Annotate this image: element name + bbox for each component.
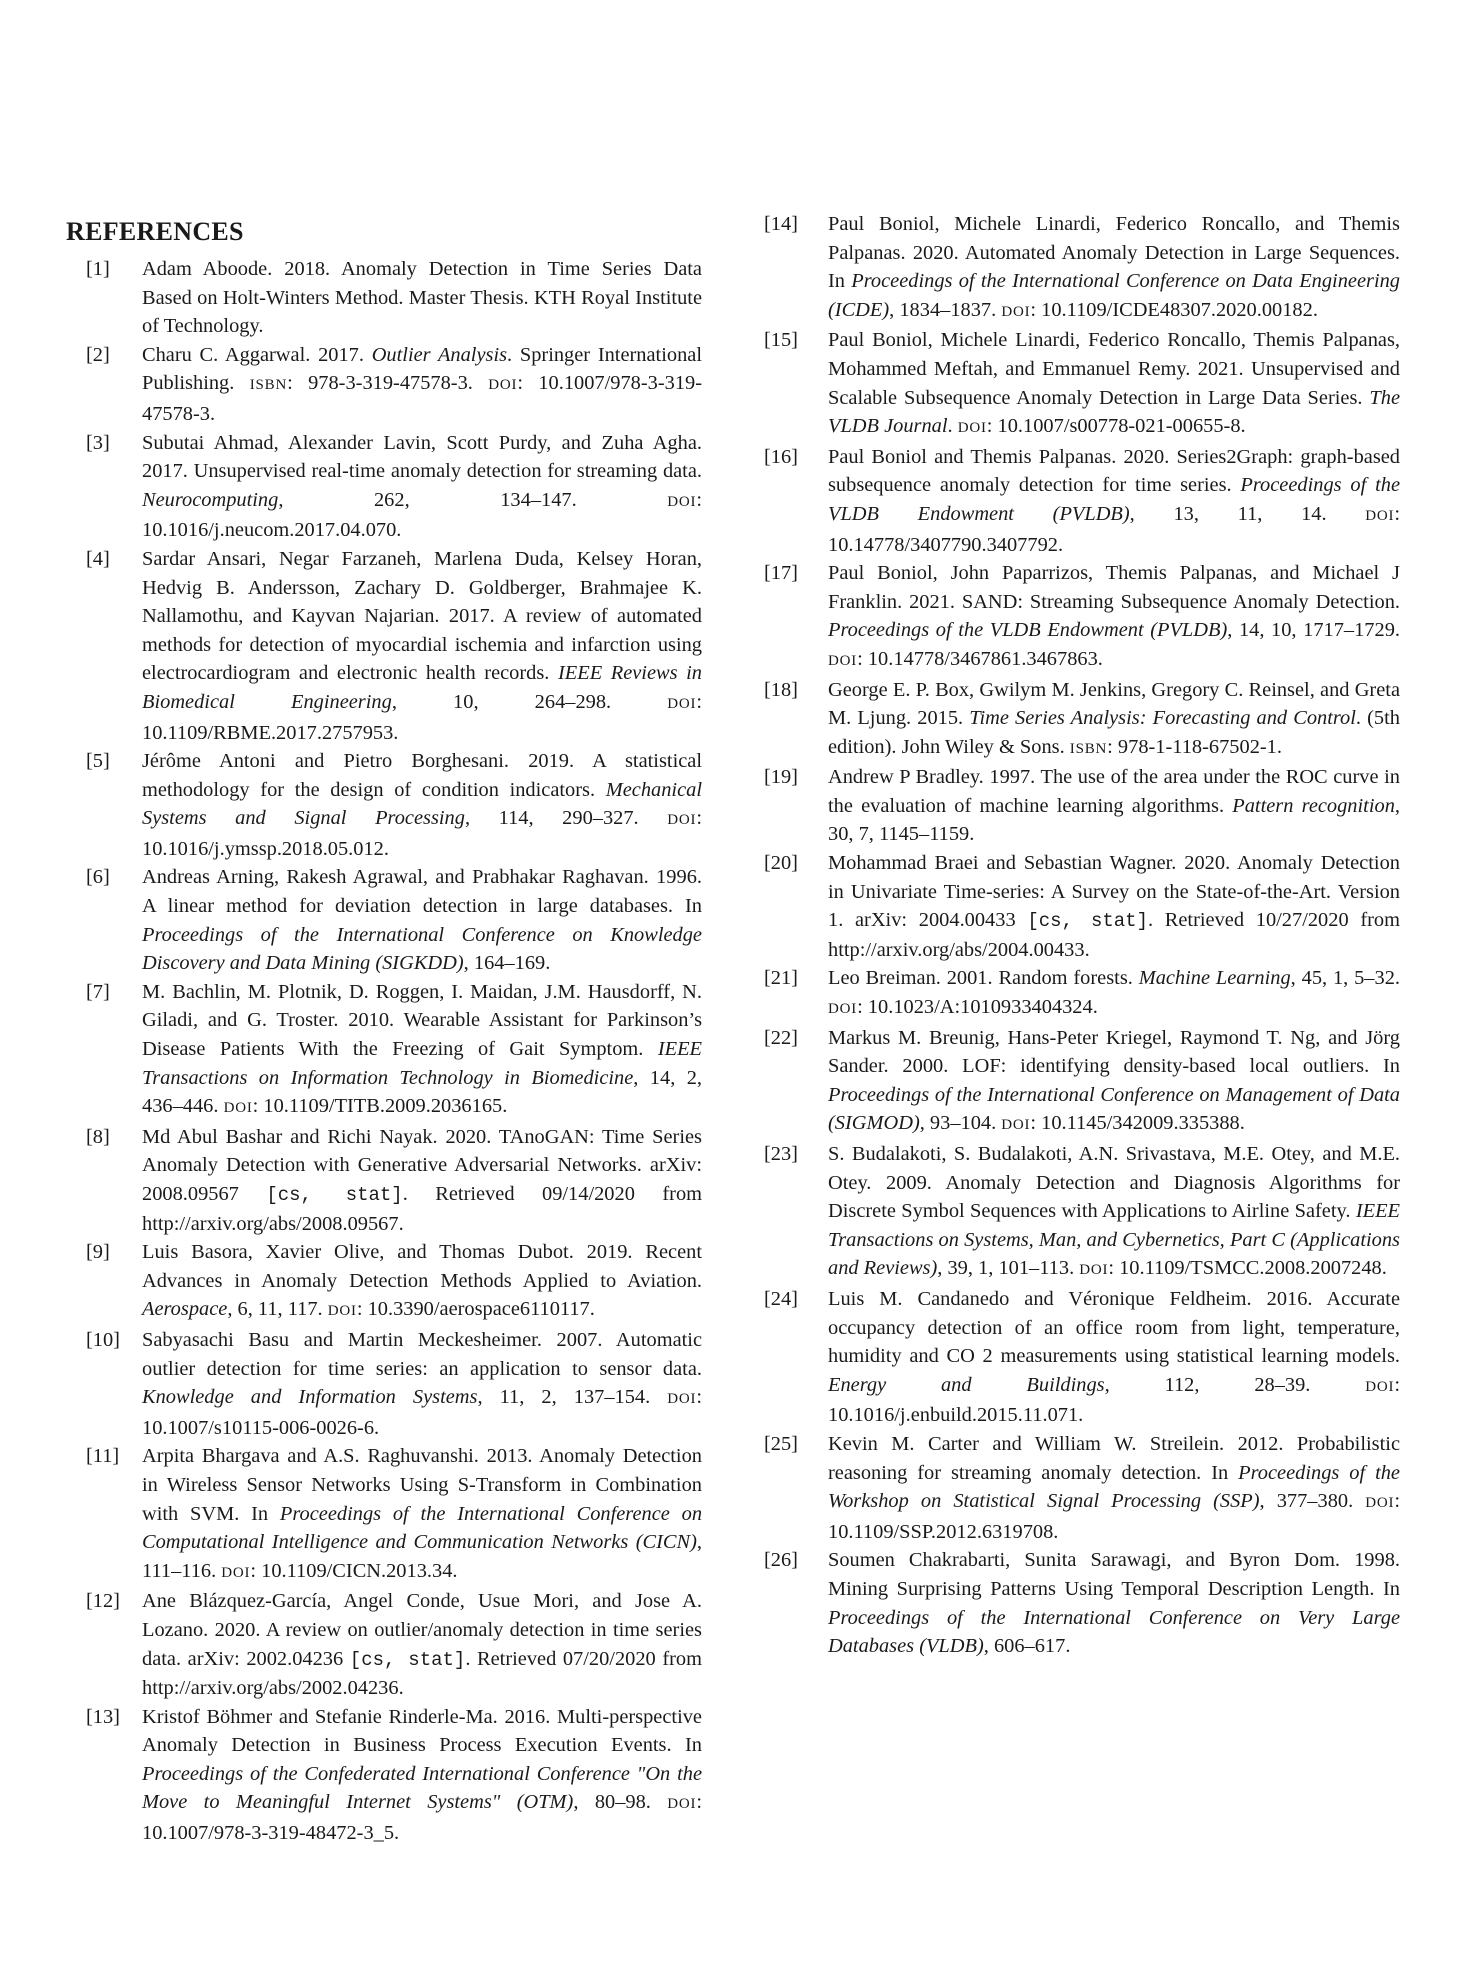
reference-number: [18]: [764, 678, 798, 701]
reference-text: [828, 1433, 1400, 1543]
reference-venue: Proceedings of the International Conference on Knowledge Discovery and Data Mining (SIGKDD): [142, 923, 702, 975]
reference-entry: [66, 1326, 702, 1442]
reference-fragment: Kevin M. Carter and William W. Streilein. 2012. Probabilistic reasoning for streaming anomaly detection. In: [828, 1432, 1400, 1484]
reference-entry: [764, 676, 1400, 764]
reference-fragment: . Retrieved 09/14/2020 from http://arxiv.org/abs/2008.09567.: [142, 1183, 702, 1235]
reference-fragment: Arpita Bhargava and A.S. Raghuvanshi. 2013. Anomaly Detection in Wireless Sensor Networks Using S-Transform in Combination with SVM. In: [142, 1445, 702, 1525]
reference-text: [828, 1549, 1400, 1657]
reference-text: [828, 852, 1400, 961]
reference-text: [142, 1241, 702, 1320]
reference-entry: [764, 1430, 1400, 1546]
reference-venue: Energy and Buildings: [828, 1373, 1105, 1396]
reference-venue: Pattern recognition: [1232, 794, 1395, 817]
reference-list-right: [764, 210, 1400, 1661]
reference-number: [13]: [86, 1705, 120, 1728]
reference-fragment: Sabyasachi Basu and Martin Meckesheimer. 2007. Automatic outlier detection for time series: an application to sensor data.: [142, 1328, 702, 1380]
reference-fragment: [cs, stat]: [266, 1184, 403, 1206]
reference-entry: [66, 863, 702, 977]
reference-fragment: , 111–116.: [142, 1531, 702, 1582]
reference-fragment: : 10.1016/j.enbuild.2015.11.071.: [828, 1373, 1400, 1427]
reference-fragment: , 114, 290–327.: [464, 807, 668, 830]
reference-entry: [66, 1442, 702, 1587]
reference-fragment: DOI: [828, 652, 858, 669]
reference-entry: [764, 443, 1400, 559]
reference-text: [142, 981, 702, 1117]
reference-number: [24]: [764, 1287, 798, 1310]
reference-number: [2]: [86, 343, 110, 366]
reference-number: [12]: [86, 1590, 120, 1613]
reference-fragment: . Springer International Publishing.: [142, 343, 702, 395]
reference-entry: [764, 1285, 1400, 1430]
reference-fragment: DOI: [667, 1391, 697, 1408]
reference-text: [142, 1126, 702, 1235]
reference-entry: [764, 964, 1400, 1023]
reference-number: [15]: [764, 329, 798, 352]
reference-fragment: DOI: [1365, 1378, 1395, 1395]
reference-text: [828, 1143, 1400, 1279]
reference-number: [17]: [764, 562, 798, 585]
reference-number: [9]: [86, 1241, 110, 1264]
reference-text: [828, 967, 1400, 1018]
reference-fragment: , 14, 10, 1717–1729.: [1227, 619, 1400, 642]
reference-fragment: : 10.1145/342009.335388.: [1030, 1112, 1245, 1135]
reference-fragment: DOI: [488, 377, 518, 394]
reference-fragment: Charu C. Aggarwal. 2017.: [142, 343, 372, 366]
reference-number: [1]: [86, 258, 110, 280]
reference-fragment: , 93–104.: [919, 1112, 1002, 1135]
reference-fragment: Subutai Ahmad, Alexander Lavin, Scott Purdy, and Zuha Agha. 2017. Unsupervised real-time anomaly detection for streaming data.: [142, 431, 702, 483]
reference-text: [142, 750, 702, 860]
reference-number: [4]: [86, 547, 110, 570]
reference-fragment: Sardar Ansari, Negar Farzaneh, Marlena Duda, Kelsey Horan, Hedvig B. Andersson, Zachary D. Goldberger, Brahmajee K. Nallamothu, and Kayvan Najarian. 2017. A review of automated methods for detection of myocardial ischemia and infarction using electrocardiogram and electronic health records.: [142, 547, 702, 685]
reference-fragment: : 10.1109/ICDE48307.2020.00182.: [1030, 298, 1318, 321]
reference-fragment: , 13, 11, 14.: [1129, 502, 1366, 525]
reference-number: [8]: [86, 1125, 110, 1148]
reference-entry: [66, 747, 702, 863]
reference-text: [828, 562, 1400, 670]
reference-venue: The VLDB Journal: [828, 386, 1400, 438]
reference-fragment: . Retrieved 07/20/2020 from http://arxiv.org/abs/2002.04236.: [142, 1647, 702, 1700]
reference-venue: Proceedings of the Workshop on Statistical Signal Processing (SSP): [828, 1461, 1400, 1513]
reference-venue: IEEE Transactions on Information Technology in Biomedicine: [142, 1038, 702, 1089]
reference-venue: Proceedings of the VLDB Endowment (PVLDB): [828, 619, 1228, 642]
reference-entry: [66, 341, 702, 429]
reference-fragment: : 10.1007/s00778-021-00655-8.: [986, 415, 1246, 438]
reference-entry: [764, 1140, 1400, 1285]
reference-fragment: : 10.14778/3467861.3467863.: [857, 647, 1103, 670]
reference-entry: [764, 210, 1400, 326]
reference-fragment: : 978-1-118-67502-1.: [1107, 735, 1282, 758]
reference-entry: [764, 849, 1400, 964]
reference-entry: [66, 255, 702, 341]
reference-fragment: : 10.1109/CICN.2013.34.: [250, 1559, 458, 1582]
reference-fragment: Ane Blázquez-García, Angel Conde, Usue Mori, and Jose A. Lozano. 2020. A review on outlier/anomaly detection in time series data. arXiv: 2002.04236: [142, 1590, 702, 1670]
reference-number: [19]: [764, 766, 798, 789]
reference-venue: Proceedings of the Confederated International Conference "On the Move to Meaningful Internet Systems" (OTM): [142, 1762, 702, 1814]
reference-fragment: DOI: [221, 1564, 251, 1581]
reference-entry: [764, 1024, 1400, 1140]
reference-fragment: Markus M. Breunig, Hans-Peter Kriegel, Raymond T. Ng, and Jörg Sander. 2000. LOF: identifying density-based local outliers. In: [828, 1026, 1400, 1078]
reference-entry: [764, 326, 1400, 442]
reference-fragment: Paul Boniol and Themis Palpanas. 2020. Series2Graph: graph-based subsequence anomaly detection for time series.: [828, 445, 1400, 497]
reference-entry: [764, 559, 1400, 675]
reference-text: [828, 446, 1400, 556]
reference-entry: [66, 1703, 702, 1848]
reference-fragment: , 262, 134–147.: [278, 488, 668, 511]
reference-fragment: DOI: [1001, 1117, 1031, 1134]
reference-fragment: , 377–380.: [1259, 1490, 1366, 1513]
reference-fragment: DOI: [828, 1001, 858, 1018]
reference-fragment: : 10.1016/j.ymssp.2018.05.012.: [142, 807, 702, 860]
reference-fragment: DOI: [667, 493, 697, 510]
reference-fragment: Md Abul Bashar and Richi Nayak. 2020. TAnoGAN: Time Series Anomaly Detection with Generative Adversarial Networks. arXiv: 2008.09567: [142, 1125, 702, 1205]
reference-fragment: , 30, 7, 1145–1159.: [828, 794, 1400, 846]
left-column: [66, 210, 702, 1848]
reference-number: [21]: [764, 967, 798, 990]
reference-fragment: Adam Aboode. 2018. Anomaly Detection in Time Series Data Based on Holt-Winters Method. Master Thesis. KTH Royal Institute of Technology.: [142, 258, 702, 338]
reference-fragment: DOI: [1365, 1495, 1395, 1512]
reference-fragment: : 10.1109/TITB.2009.2036165.: [252, 1095, 508, 1118]
reference-text: [828, 1288, 1400, 1426]
reference-text: [828, 679, 1400, 758]
reference-text: [142, 1590, 702, 1699]
reference-list-left: [66, 255, 702, 1848]
reference-fragment: . (5th edition). John Wiley & Sons.: [828, 707, 1400, 758]
reference-number: [16]: [764, 445, 798, 468]
reference-fragment: , 606–617.: [983, 1635, 1071, 1658]
reference-fragment: , 6, 11, 117.: [227, 1298, 328, 1321]
reference-venue: Outlier Analysis: [371, 343, 508, 366]
reference-fragment: : 10.1007/978-3-319-48472-3_5.: [142, 1791, 703, 1845]
reference-fragment: , 14, 2, 436–446.: [142, 1066, 703, 1118]
reference-number: [5]: [86, 750, 110, 773]
reference-venue: Proceedings of the International Conference on Very Large Databases (VLDB): [828, 1606, 1400, 1658]
reference-number: [22]: [764, 1026, 798, 1049]
reference-fragment: S. Budalakoti, S. Budalakoti, A.N. Srivastava, M.E. Otey, and M.E. Otey. 2009. Anomaly Detection and Diagnosis Algorithms for Discrete Symbol Sequences with Applications to Airline Safety.: [828, 1143, 1400, 1223]
reference-fragment: Paul Boniol, Michele Linardi, Federico Roncallo, and Themis Palpanas. 2020. Automated Anomaly Detection in Large Sequences. In: [828, 213, 1400, 293]
reference-fragment: DOI: [1001, 303, 1031, 320]
reference-fragment: : 10.1023/A:1010933404324.: [857, 996, 1098, 1019]
reference-fragment: Soumen Chakrabarti, Sunita Sarawagi, and Byron Dom. 1998. Mining Surprising Patterns Using Temporal Description Length. In: [828, 1549, 1400, 1600]
reference-fragment: , 45, 1, 5–32.: [1290, 967, 1400, 990]
reference-number: [7]: [86, 980, 110, 1003]
reference-fragment: Luis M. Candanedo and Véronique Feldheim. 2016. Accurate occupancy detection of an office room from light, temperature, humidity and CO 2 measurements using statistical learning models.: [828, 1287, 1400, 1368]
reference-fragment: , 112, 28–39.: [1104, 1373, 1366, 1396]
reference-fragment: Kristof Böhmer and Stefanie Rinderle-Ma. 2016. Multi-perspective Anomaly Detection in Business Process Execution Events. In: [142, 1705, 702, 1757]
reference-fragment: : 10.1109/TSMCC.2008.2007248.: [1108, 1257, 1387, 1280]
reference-fragment: , 1834–1837.: [889, 298, 1002, 321]
reference-fragment: , 11, 2, 137–154.: [477, 1386, 668, 1409]
reference-fragment: : 10.14778/3407790.3407792.: [828, 502, 1400, 556]
reference-text: [142, 432, 702, 542]
reference-fragment: Luis Basora, Xavier Olive, and Thomas Dubot. 2019. Recent Advances in Anomaly Detection Methods Applied to Aviation.: [142, 1241, 702, 1292]
reference-text: [828, 329, 1400, 437]
reference-fragment: : 978-3-319-47578-3.: [287, 372, 489, 395]
reference-fragment: [cs, stat]: [349, 1648, 466, 1671]
reference-number: [10]: [86, 1328, 120, 1351]
references-heading: REFERENCES: [66, 217, 244, 246]
reference-venue: Neurocomputing: [142, 488, 279, 511]
reference-fragment: .: [947, 415, 958, 438]
reference-fragment: : 10.1109/RBME.2017.2757953.: [142, 690, 703, 744]
reference-entry: [66, 978, 702, 1123]
reference-venue: IEEE Reviews in Biomedical Engineering: [142, 662, 702, 713]
right-column: [764, 210, 1400, 1661]
reference-venue: Proceedings of the VLDB Endowment (PVLDB): [828, 474, 1400, 525]
reference-entry: [66, 1123, 702, 1238]
reference-venue: Time Series Analysis: Forecasting and Control: [969, 707, 1356, 730]
reference-fragment: : 10.1007/978-3-319-47578-3.: [142, 372, 702, 425]
reference-fragment: , 39, 1, 101–113.: [937, 1257, 1080, 1280]
reference-number: [23]: [764, 1143, 798, 1165]
reference-fragment: DOI: [1079, 1262, 1109, 1279]
reference-fragment: DOI: [957, 420, 987, 437]
reference-venue: Proceedings of the International Conference on Data Engineering (ICDE): [828, 270, 1400, 321]
reference-fragment: [cs, stat]: [1027, 910, 1148, 933]
reference-entry: [66, 1587, 702, 1702]
reference-fragment: DOI: [667, 695, 697, 712]
reference-fragment: George E. P. Box, Gwilym M. Jenkins, Gregory C. Reinsel, and Greta M. Ljung. 2015.: [828, 678, 1400, 730]
reference-text: [142, 344, 702, 425]
reference-fragment: , 164–169.: [463, 952, 551, 975]
reference-text: [142, 866, 702, 974]
reference-number: [26]: [764, 1549, 798, 1572]
reference-text: [142, 1445, 702, 1581]
reference-number: [20]: [764, 852, 798, 875]
reference-venue: Knowledge and Information Systems: [142, 1386, 478, 1409]
reference-number: [6]: [86, 866, 110, 889]
reference-fragment: M. Bachlin, M. Plotnik, D. Roggen, I. Maidan, J.M. Hausdorff, N. Giladi, and G. Troster. 2010. Wearable Assistant for Parkinson’s Disease Patients With the Freezing of Gait Symptom.: [142, 980, 702, 1061]
reference-fragment: Andrew P Bradley. 1997. The use of the area under the ROC curve in the evaluation of machine learning algorithms.: [828, 766, 1400, 817]
reference-entry: [66, 545, 702, 747]
reference-entry: [66, 1238, 702, 1326]
reference-fragment: Andreas Arning, Rakesh Agrawal, and Prabhakar Raghavan. 1996. A linear method for deviation detection in large databases. In: [142, 866, 702, 918]
reference-fragment: ISBN: [1069, 740, 1108, 757]
reference-text: [828, 1027, 1400, 1135]
reference-venue: Proceedings of the International Conference on Management of Data (SIGMOD): [828, 1083, 1400, 1135]
reference-entry: [764, 1546, 1400, 1660]
reference-entry: [66, 429, 702, 545]
reference-fragment: DOI: [327, 1303, 357, 1320]
reference-venue: Aerospace: [142, 1298, 228, 1321]
reference-fragment: DOI: [1365, 507, 1395, 524]
reference-text: [142, 1329, 702, 1439]
reference-fragment: . Retrieved 10/27/2020 from http://arxiv.org/abs/2004.00433.: [828, 909, 1400, 961]
reference-fragment: DOI: [667, 1796, 697, 1813]
reference-fragment: Leo Breiman. 2001. Random forests.: [828, 967, 1139, 990]
reference-number: [3]: [86, 431, 110, 454]
reference-fragment: : 10.1007/s10115-006-0026-6.: [142, 1386, 702, 1439]
reference-fragment: ISBN: [249, 377, 288, 394]
reference-fragment: DOI: [223, 1100, 253, 1117]
reference-fragment: Mohammad Braei and Sebastian Wagner. 2020. Anomaly Detection in Univariate Time-series: A Survey on the State-of-the-Art. Version 1. arXiv: 2004.00433: [828, 852, 1400, 932]
reference-venue: Mechanical Systems and Signal Processing: [142, 778, 702, 830]
reference-fragment: Jérôme Antoni and Pietro Borghesani. 2019. A statistical methodology for the design of condition indicators.: [142, 750, 702, 801]
reference-fragment: : 10.1016/j.neucom.2017.04.070.: [142, 488, 702, 542]
reference-entry: [764, 763, 1400, 849]
reference-venue: Proceedings of the International Conference on Computational Intelligence and Communication Networks (CICN): [142, 1502, 703, 1554]
reference-number: [14]: [764, 213, 798, 235]
reference-fragment: : 10.1109/SSP.2012.6319708.: [828, 1490, 1400, 1543]
reference-number: [25]: [764, 1432, 798, 1455]
reference-text: [142, 258, 702, 337]
reference-number: [11]: [86, 1445, 120, 1468]
reference-fragment: Paul Boniol, Michele Linardi, Federico Roncallo, Themis Palpanas, Mohammed Meftah, and Emmanuel Remy. 2021. Unsupervised and Scalable Subsequence Anomaly Detection in Large Data Series.: [828, 329, 1400, 409]
reference-fragment: , 80–98.: [573, 1791, 668, 1814]
reference-text: [142, 548, 702, 744]
reference-text: [142, 1706, 702, 1844]
reference-fragment: Paul Boniol, John Paparrizos, Themis Palpanas, and Michael J Franklin. 2021. SAND: Streaming Subsequence Anomaly Detection.: [828, 562, 1400, 613]
reference-fragment: : 10.3390/aerospace6110117.: [356, 1298, 595, 1321]
reference-text: [828, 213, 1400, 321]
reference-venue: Machine Learning: [1138, 967, 1291, 990]
reference-venue: IEEE Transactions on Systems, Man, and Cybernetics, Part C (Applications and Reviews): [828, 1200, 1400, 1280]
reference-fragment: , 10, 264–298.: [391, 690, 668, 713]
reference-text: [828, 766, 1400, 845]
reference-fragment: DOI: [667, 812, 697, 829]
